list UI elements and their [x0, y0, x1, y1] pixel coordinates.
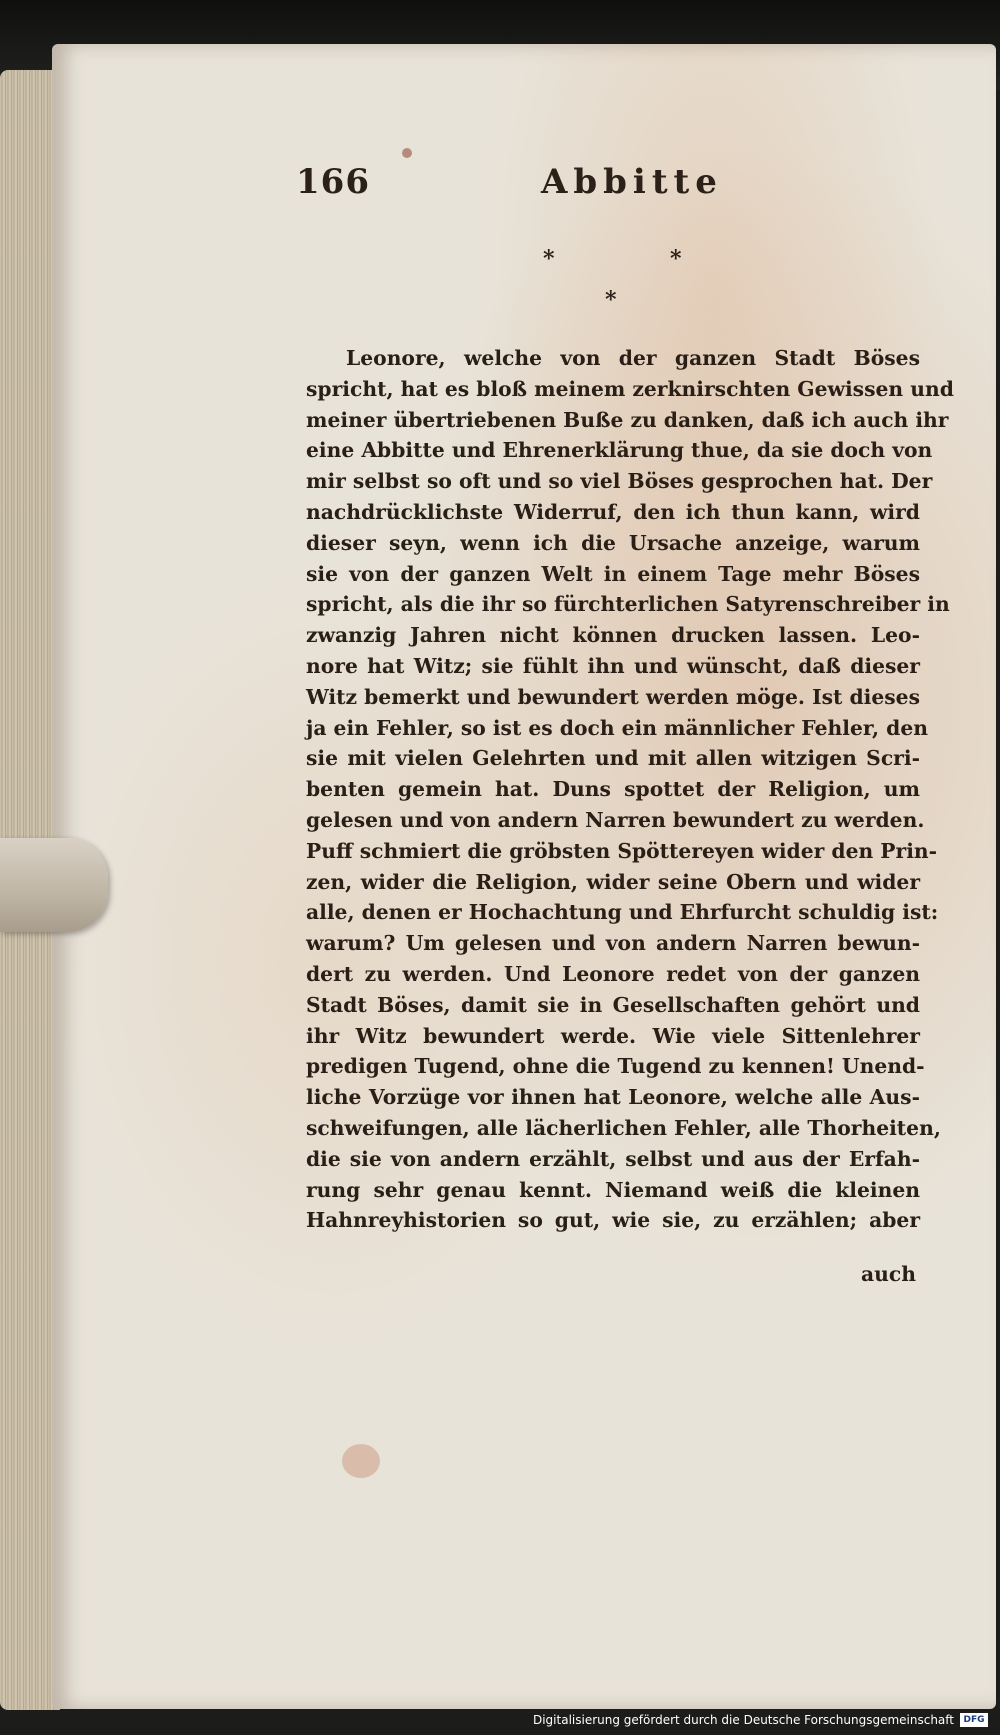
page-number: 166 [296, 162, 370, 202]
text-line: mir selbst so oft und so viel Böses gesprochen hat. Der [306, 469, 933, 494]
text-line: zwanzig Jahren nicht können drucken lassen. Leo- [306, 623, 920, 648]
text-line: Witz bemerkt und bewundert werden möge. Ist dieses [306, 684, 920, 709]
text-line: spricht, hat es bloß meinem zerknirschten Gewissen und [306, 376, 954, 401]
text-line: spricht, als die ihr so fürchterlichen Satyrenschreiber in [306, 592, 950, 617]
text-line: eine Abbitte und Ehrenerklärung thue, da sie doch von [306, 438, 933, 463]
page-header [296, 162, 876, 212]
text-line: warum? Um gelesen und von andern Narren bewun- [306, 931, 920, 956]
text-line: ja ein Fehler, so ist es doch ein männlicher Fehler, den [306, 715, 929, 740]
body-text [306, 343, 954, 1236]
foxing-stain [342, 1444, 380, 1478]
text-line: gelesen und von andern Narren bewundert zu werden. [306, 807, 925, 832]
text-line: predigen Tugend, ohne die Tugend zu kennen! Unend- [306, 1054, 925, 1079]
text-line: schweifungen, alle lächerlichen Fehler, alle Thorheiten, [306, 1115, 941, 1140]
text-line: meiner übertriebenen Buße zu danken, daß ich auch ihr [306, 407, 949, 432]
bookmark-tab [0, 838, 108, 932]
foxing-stain [402, 148, 412, 158]
text-line: die sie von andern erzählt, selbst und aus der Erfah- [306, 1146, 920, 1171]
digitization-footer [533, 1707, 988, 1733]
asterism-star-bottom: * [605, 287, 617, 313]
text-line: alle, denen er Hochachtung und Ehrfurcht schuldig ist: [306, 900, 939, 925]
text-line: Leonore, welche von der ganzen Stadt Böses [346, 346, 920, 370]
footer-credit: Digitalisierung gefördert durch die Deutsche Forschungsgemeinschaft [532, 1713, 954, 1727]
text-line: dert zu werden. Und Leonore redet von der ganzen [306, 961, 920, 986]
dfg-logo: DFG [960, 1713, 988, 1727]
running-head: Abbitte [541, 162, 723, 202]
text-line: Stadt Böses, damit sie in Gesellschaften gehört und [306, 992, 920, 1017]
text-line: ihr Witz bewundert werde. Wie viele Sittenlehrer [306, 1023, 920, 1048]
text-line: zen, wider die Religion, wider seine Obern und wider [306, 869, 920, 894]
text-line: sie von der ganzen Welt in einem Tage mehr Böses [306, 561, 920, 586]
text-line: nachdrücklichste Widerruf, den ich thun kann, wird [306, 499, 920, 524]
asterism-star-right: * [670, 246, 682, 272]
text-line: Puff schmiert die gröbsten Spöttereyen wider den Prin- [306, 838, 938, 863]
text-line: benten gemein hat. Duns spottet der Religion, um [306, 777, 920, 802]
text-line: Hahnreyhistorien so gut, wie sie, zu erzählen; aber [306, 1208, 920, 1233]
catchword: auch [861, 1262, 916, 1286]
text-line: dieser seyn, wenn ich die Ursache anzeige, warum [306, 530, 920, 555]
asterism-star-left: * [543, 246, 555, 272]
text-line: sie mit vielen Gelehrten und mit allen witzigen Scri- [306, 746, 920, 771]
text-line: liche Vorzüge vor ihnen hat Leonore, welche alle Aus- [306, 1085, 920, 1110]
text-line: nore hat Witz; sie fühlt ihn und wünscht, daß dieser [306, 653, 920, 678]
text-line: rung sehr genau kennt. Niemand weiß die kleinen [306, 1177, 920, 1202]
